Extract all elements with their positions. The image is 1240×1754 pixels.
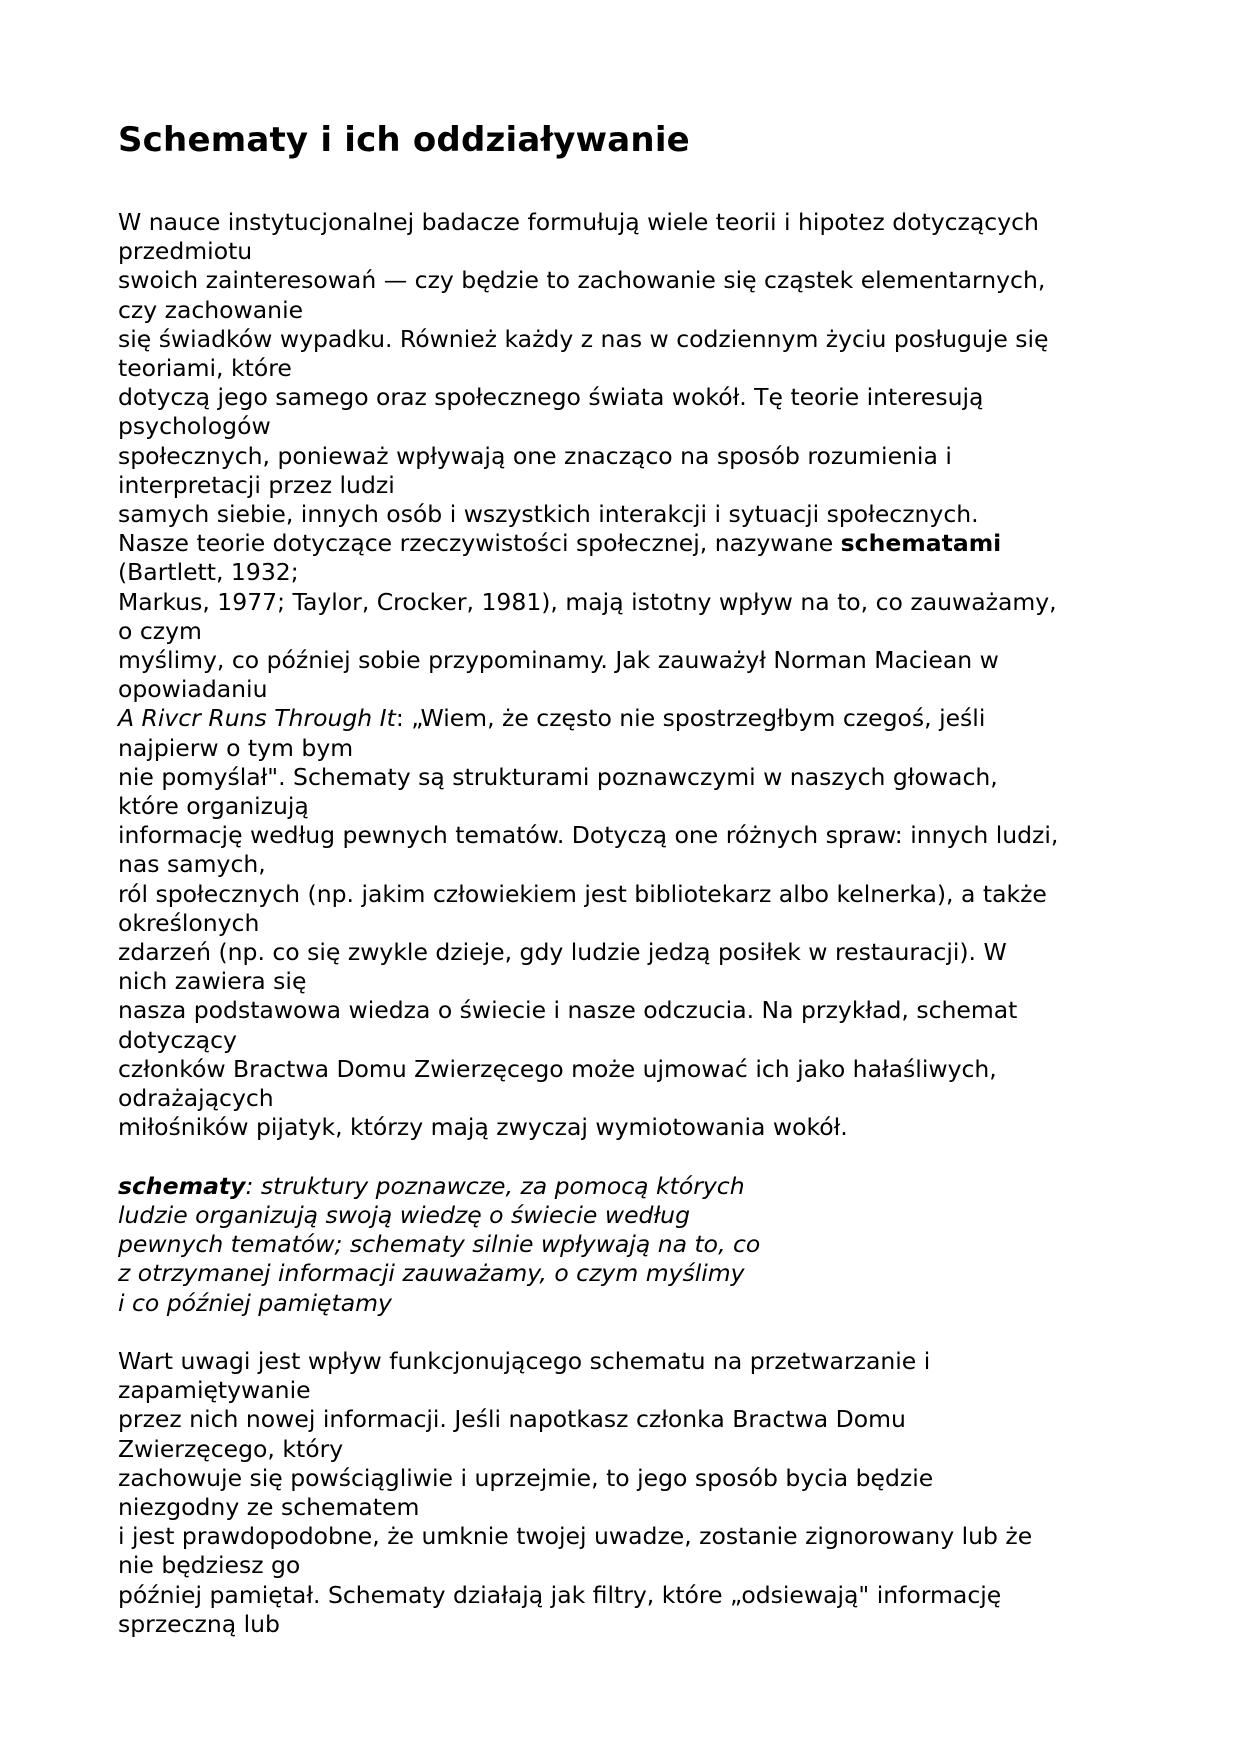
- text-line-schematami: [118, 529, 1128, 558]
- text-line: dotyczą jego samego oraz społecznego świata wokół. Tę teorie interesują: [118, 383, 984, 412]
- text-line: (Bartlett, 1932;: [118, 558, 299, 587]
- text-line: zdarzeń (np. co się zwykle dzieje, gdy ludzie jedzą posiłek w restauracji). W: [118, 938, 1007, 967]
- definition-line: ludzie organizują swoją wiedzę o świecie według: [118, 1200, 690, 1229]
- document-title: Schematy i ich oddziaływanie: [118, 120, 690, 160]
- text-line: nasza podstawowa wiedza o świecie i nasze odczucia. Na przykład, schemat: [118, 996, 1018, 1025]
- text-line: nich zawiera się: [118, 967, 307, 996]
- text-line: przedmiotu: [118, 237, 253, 266]
- text-line: informację według pewnych tematów. Dotyczą one różnych spraw: innych ludzi,: [118, 821, 1059, 850]
- text-line: nie pomyślał". Schematy są strukturami poznawczymi w naszych głowach,: [118, 762, 998, 791]
- text-fragment: : „Wiem, że często nie spostrzegłbym czegoś, jeśli: [395, 704, 986, 733]
- text-line: które organizują: [118, 792, 309, 821]
- text-line: ról społecznych (np. jakim człowiekiem jest bibliotekarz albo kelnerka), a także: [118, 879, 1047, 908]
- text-line: myślimy, co później sobie przypominamy. Jak zauważył Norman Maciean w: [118, 646, 999, 675]
- paragraph-gap: [118, 1143, 1128, 1172]
- text-line: teoriami, które: [118, 354, 292, 383]
- text-line: przez nich nowej informacji. Jeśli napotkasz członka Bractwa Domu: [118, 1405, 906, 1434]
- text-line: później pamiętał. Schematy działają jak filtry, które „odsiewają" informację: [118, 1580, 1002, 1609]
- text-line: sprzeczną lub: [118, 1609, 280, 1638]
- text-line: Wart uwagi jest wpływ funkcjonującego schematu na przetwarzanie i: [118, 1346, 931, 1375]
- text-line: najpierw o tym bym: [118, 733, 354, 762]
- text-line: nie będziesz go: [118, 1551, 301, 1580]
- text-line: Markus, 1977; Taylor, Crocker, 1981), mają istotny wpływ na to, co zauważamy,: [118, 587, 1057, 616]
- text-line: psychologów: [118, 412, 271, 441]
- text-line: zapamiętywanie: [118, 1376, 311, 1405]
- text-line: samych siebie, innych osób i wszystkich interakcji i sytuacji społecznych.: [118, 500, 979, 529]
- document-body: [118, 208, 1128, 1639]
- text-line: niezgodny ze schematem: [118, 1492, 420, 1521]
- bold-term-schematami: schematami: [840, 529, 1002, 558]
- text-line: W nauce instytucjonalnej badacze formułują wiele teorii i hipotez dotyczących: [118, 208, 1039, 236]
- text-line: czy zachowanie: [118, 295, 304, 324]
- text-line: o czym: [118, 616, 202, 645]
- definition-line: z otrzymanej informacji zauważamy, o czym myślimy: [118, 1259, 745, 1288]
- text-line-book-title: [118, 704, 1128, 733]
- text-line: swoich zainteresowań — czy będzie to zachowanie się cząstek elementarnych,: [118, 266, 1046, 295]
- text-line: interpretacji przez ludzi: [118, 470, 395, 499]
- definition-line: pewnych tematów; schematy silnie wpływają na to, co: [118, 1230, 761, 1259]
- italic-book-title: A Rivcr Runs Through It: [118, 704, 396, 733]
- definition-line: i co później pamiętamy: [118, 1288, 392, 1317]
- paragraph-gap: [118, 1318, 1128, 1347]
- text-line: Zwierzęcego, który: [118, 1434, 344, 1463]
- definition-line-first: [118, 1172, 1128, 1201]
- text-line: dotyczący: [118, 1025, 237, 1054]
- document-page: [118, 118, 1128, 1639]
- text-line: określonych: [118, 908, 260, 937]
- text-line: się świadków wypadku. Również każdy z nas w codziennym życiu posługuje się: [118, 324, 1049, 353]
- text-line: członków Bractwa Domu Zwierzęcego może ujmować ich jako hałaśliwych,: [118, 1054, 997, 1083]
- text-line: opowiadaniu: [118, 675, 268, 704]
- text-line: odrażających: [118, 1084, 274, 1113]
- text-line: nas samych,: [118, 850, 266, 879]
- definition-text: : struktury poznawcze, za pomocą których: [245, 1171, 745, 1200]
- text-line: społecznych, ponieważ wpływają one znacząco na sposób rozumienia i: [118, 441, 952, 470]
- text-line: miłośników pijatyk, którzy mają zwyczaj wymiotowania wokół.: [118, 1113, 848, 1142]
- definition-term: schematy: [118, 1171, 246, 1200]
- text-line: zachowuje się powściągliwie i uprzejmie, to jego sposób bycia będzie: [118, 1463, 934, 1492]
- text-line: i jest prawdopodobne, że umknie twojej uwadze, zostanie zignorowany lub że: [118, 1522, 1033, 1551]
- text-fragment: Nasze teorie dotyczące rzeczywistości społecznej, nazywane: [118, 529, 841, 558]
